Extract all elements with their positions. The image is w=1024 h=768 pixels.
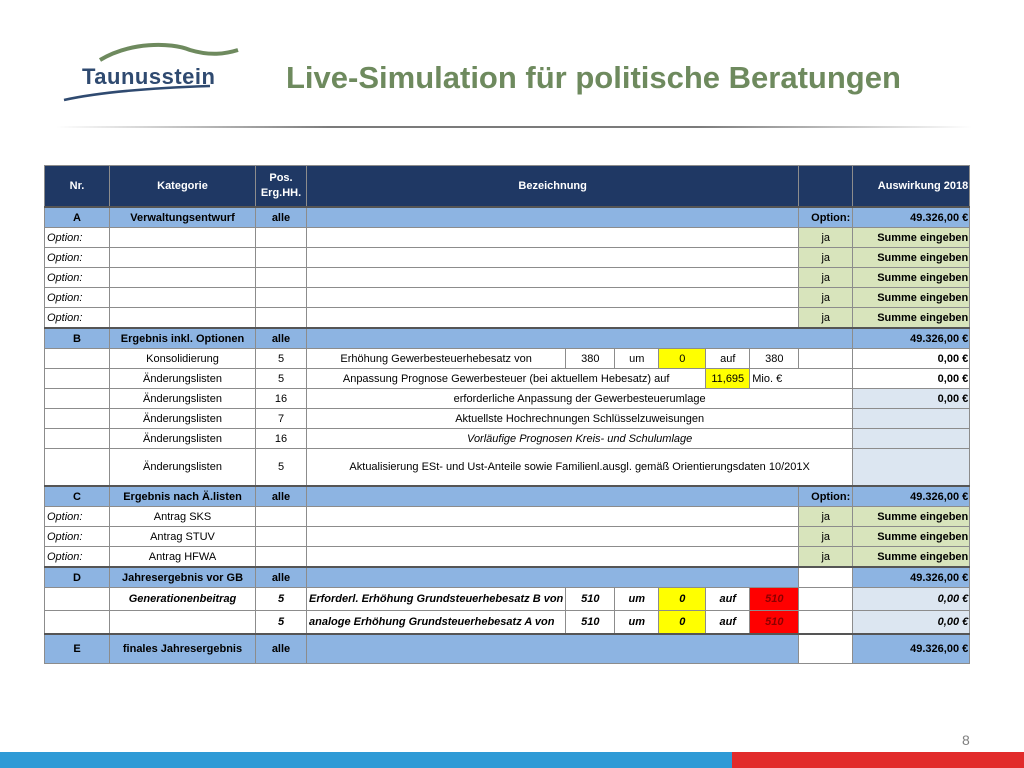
- section-a-pos: alle: [256, 207, 307, 228]
- row-empty: [799, 611, 853, 635]
- option-label: Option:: [45, 308, 110, 329]
- option-kategorie-input[interactable]: [110, 268, 256, 288]
- grundsteuer-b-um-input[interactable]: 0: [659, 588, 706, 611]
- antrag-row: [45, 527, 970, 547]
- section-e-blank: [307, 634, 799, 664]
- option-sum-input[interactable]: Summe eingeben: [853, 527, 970, 547]
- option-row: [45, 308, 970, 329]
- taunusstein-logo: [60, 42, 240, 104]
- um-label: um: [615, 349, 659, 369]
- section-c-amount: 49.326,00 €: [853, 486, 970, 507]
- section-a-kategorie: Verwaltungsentwurf: [110, 207, 256, 228]
- option-ja-select[interactable]: ja: [799, 248, 853, 268]
- row-pos: 16: [256, 389, 307, 409]
- section-d-pos: alle: [256, 567, 307, 588]
- grundsteuer-a-auf-value: 510: [750, 611, 799, 635]
- grundsteuer-b-von-value: 510: [566, 588, 615, 611]
- option-pos-input[interactable]: [256, 288, 307, 308]
- option-sum-input[interactable]: Summe eingeben: [853, 248, 970, 268]
- option-sum-input[interactable]: Summe eingeben: [853, 547, 970, 568]
- section-a-blank: [307, 207, 799, 228]
- option-pos-input[interactable]: [256, 547, 307, 568]
- footer-bar-red: [732, 752, 1024, 768]
- row-nr: [45, 349, 110, 369]
- option-row: [45, 248, 970, 268]
- row-nr: [45, 611, 110, 635]
- hochrechnungen-row: [45, 409, 970, 429]
- option-label: Option:: [45, 268, 110, 288]
- logo-text: Taunusstein: [82, 64, 216, 89]
- section-b-pos: alle: [256, 328, 307, 349]
- option-bezeichnung-input[interactable]: [307, 228, 799, 248]
- option-pos-input[interactable]: [256, 507, 307, 527]
- header-nr: Nr.: [45, 166, 110, 208]
- option-label: Option:: [45, 527, 110, 547]
- header-kategorie: Kategorie: [110, 166, 256, 208]
- row-pos: 7: [256, 409, 307, 429]
- section-b-amount: 49.326,00 €: [853, 328, 970, 349]
- row-pos: 5: [256, 369, 307, 389]
- section-d-empty: [799, 567, 853, 588]
- page-number: 8: [962, 732, 970, 748]
- row-nr: [45, 449, 110, 487]
- option-ja-select[interactable]: ja: [799, 268, 853, 288]
- row-amount-input[interactable]: [853, 449, 970, 487]
- grundsteuer-a-row: [45, 611, 970, 635]
- section-a-row: [45, 207, 970, 228]
- section-c-blank: [307, 486, 799, 507]
- auf-label: auf: [706, 611, 750, 635]
- section-b-nr: B: [45, 328, 110, 349]
- section-e-empty: [799, 634, 853, 664]
- table-header-row: [45, 166, 970, 208]
- antrag-row: [45, 547, 970, 568]
- row-bezeichnung: Aktualisierung ESt- und Ust-Anteile sowie Familienl.ausgl. gemäß Orientierungsdaten 10/201X: [307, 449, 853, 487]
- row-kategorie: Änderungslisten: [110, 389, 256, 409]
- option-pos-input[interactable]: [256, 308, 307, 329]
- section-e-nr: E: [45, 634, 110, 664]
- row-nr: [45, 369, 110, 389]
- gewst-um-input[interactable]: 0: [659, 349, 706, 369]
- row-empty: [799, 349, 853, 369]
- option-row: [45, 228, 970, 248]
- section-c-nr: C: [45, 486, 110, 507]
- row-nr: [45, 429, 110, 449]
- section-c-option-label: Option:: [799, 486, 853, 507]
- footer-bar-blue: [0, 752, 732, 768]
- section-b-kategorie: Ergebnis inkl. Optionen: [110, 328, 256, 349]
- row-pos: 5: [256, 588, 307, 611]
- row-kategorie: Änderungslisten: [110, 449, 256, 487]
- row-empty: [799, 588, 853, 611]
- option-bezeichnung-input[interactable]: [307, 308, 799, 329]
- section-b-row: [45, 328, 970, 349]
- option-bezeichnung-input[interactable]: [307, 268, 799, 288]
- row-amount: 0,00 €: [853, 369, 970, 389]
- prognose-row: [45, 369, 970, 389]
- section-a-nr: A: [45, 207, 110, 228]
- row-bezeichnung: Aktuellste Hochrechnungen Schlüsselzuweisungen: [307, 409, 853, 429]
- header-divider: [56, 126, 972, 128]
- row-kategorie: [110, 611, 256, 635]
- auf-label: auf: [706, 349, 750, 369]
- row-amount: 0,00 €: [853, 349, 970, 369]
- option-bezeichnung-input[interactable]: [307, 547, 799, 568]
- row-bezeichnung: erforderliche Anpassung der Gewerbesteuerumlage: [307, 389, 853, 409]
- option-bezeichnung-input[interactable]: [307, 507, 799, 527]
- header-pos: Pos. Erg.HH.: [256, 166, 307, 208]
- option-pos-input[interactable]: [256, 268, 307, 288]
- option-sum-input[interactable]: Summe eingeben: [853, 288, 970, 308]
- row-nr: [45, 409, 110, 429]
- section-c-kategorie: Ergebnis nach Ä.listen: [110, 486, 256, 507]
- section-c-pos: alle: [256, 486, 307, 507]
- row-bezeichnung: Erhöhung Gewerbesteuerhebesatz von: [307, 349, 566, 369]
- row-amount-input[interactable]: [853, 409, 970, 429]
- simulation-table: [44, 165, 970, 664]
- option-sum-input[interactable]: Summe eingeben: [853, 268, 970, 288]
- option-label: Option:: [45, 547, 110, 568]
- option-ja-select[interactable]: ja: [799, 308, 853, 329]
- section-d-amount: 49.326,00 €: [853, 567, 970, 588]
- row-bezeichnung: analoge Erhöhung Grundsteuerhebesatz A von: [307, 611, 566, 635]
- section-e-kategorie: finales Jahresergebnis: [110, 634, 256, 664]
- option-ja-select[interactable]: ja: [799, 228, 853, 248]
- row-kategorie: Änderungslisten: [110, 429, 256, 449]
- gewst-von-value: 380: [566, 349, 615, 369]
- option-label: Option:: [45, 228, 110, 248]
- antrag-kategorie: Antrag HFWA: [110, 547, 256, 568]
- option-ja-select[interactable]: ja: [799, 507, 853, 527]
- row-kategorie: Konsolidierung: [110, 349, 256, 369]
- section-b-blank: [307, 328, 853, 349]
- row-kategorie: Generationenbeitrag: [110, 588, 256, 611]
- row-pos: 5: [256, 449, 307, 487]
- auf-label: auf: [706, 588, 750, 611]
- antrag-row: [45, 507, 970, 527]
- option-bezeichnung-input[interactable]: [307, 527, 799, 547]
- section-e-amount: 49.326,00 €: [853, 634, 970, 664]
- option-row: [45, 288, 970, 308]
- grundsteuer-a-von-value: 510: [566, 611, 615, 635]
- row-nr: [45, 389, 110, 409]
- option-label: Option:: [45, 288, 110, 308]
- section-c-row: [45, 486, 970, 507]
- gewst-auf-value: 380: [750, 349, 799, 369]
- kreisumlage-row: [45, 429, 970, 449]
- header-empty: [799, 166, 853, 208]
- row-kategorie: Änderungslisten: [110, 409, 256, 429]
- option-kategorie-input[interactable]: [110, 228, 256, 248]
- option-sum-input[interactable]: Summe eingeben: [853, 507, 970, 527]
- page-title: Live-Simulation für politische Beratungen: [286, 60, 901, 95]
- row-pos: 5: [256, 611, 307, 635]
- row-bezeichnung: Erforderl. Erhöhung Grundsteuerhebesatz B von: [307, 588, 566, 611]
- option-ja-select[interactable]: ja: [799, 547, 853, 568]
- option-kategorie-input[interactable]: [110, 248, 256, 268]
- option-label: Option:: [45, 248, 110, 268]
- option-sum-input[interactable]: Summe eingeben: [853, 228, 970, 248]
- um-label: um: [615, 588, 659, 611]
- section-d-nr: D: [45, 567, 110, 588]
- grundsteuer-b-auf-value: 510: [750, 588, 799, 611]
- option-bezeichnung-input[interactable]: [307, 288, 799, 308]
- umlage-row: [45, 389, 970, 409]
- row-pos: 5: [256, 349, 307, 369]
- header-auswirkung: Auswirkung 2018: [853, 166, 970, 208]
- option-label: Option:: [45, 507, 110, 527]
- option-pos-input[interactable]: [256, 248, 307, 268]
- row-amount: 0,00 €: [853, 611, 970, 635]
- row-amount-input[interactable]: [853, 429, 970, 449]
- row-amount: 0,00 €: [853, 389, 970, 409]
- section-a-option-label: Option:: [799, 207, 853, 228]
- row-amount: 0,00 €: [853, 588, 970, 611]
- section-d-blank: [307, 567, 799, 588]
- row-pos: 16: [256, 429, 307, 449]
- option-kategorie-input[interactable]: [110, 308, 256, 329]
- option-sum-input[interactable]: Summe eingeben: [853, 308, 970, 329]
- unit-label: Mio. €: [750, 369, 853, 389]
- section-d-row: [45, 567, 970, 588]
- row-nr: [45, 588, 110, 611]
- section-a-amount: 49.326,00 €: [853, 207, 970, 228]
- grundsteuer-b-row: [45, 588, 970, 611]
- section-d-kategorie: Jahresergebnis vor GB: [110, 567, 256, 588]
- est-row: [45, 449, 970, 487]
- antrag-kategorie: Antrag STUV: [110, 527, 256, 547]
- gewst-prognose-input[interactable]: 11,695: [706, 369, 750, 389]
- option-pos-input[interactable]: [256, 228, 307, 248]
- option-ja-select[interactable]: ja: [799, 527, 853, 547]
- option-ja-select[interactable]: ja: [799, 288, 853, 308]
- row-kategorie: Änderungslisten: [110, 369, 256, 389]
- row-bezeichnung: Vorläufige Prognosen Kreis- und Schulumlage: [307, 429, 853, 449]
- grundsteuer-a-um-input[interactable]: 0: [659, 611, 706, 635]
- option-row: [45, 268, 970, 288]
- option-kategorie-input[interactable]: [110, 288, 256, 308]
- antrag-kategorie: Antrag SKS: [110, 507, 256, 527]
- um-label: um: [615, 611, 659, 635]
- option-pos-input[interactable]: [256, 527, 307, 547]
- row-bezeichnung: Anpassung Prognose Gewerbesteuer (bei aktuellem Hebesatz) auf: [307, 369, 706, 389]
- section-e-row: [45, 634, 970, 664]
- option-bezeichnung-input[interactable]: [307, 248, 799, 268]
- section-e-pos: alle: [256, 634, 307, 664]
- konsolidierung-row: [45, 349, 970, 369]
- header-bezeichnung: Bezeichnung: [307, 166, 799, 208]
